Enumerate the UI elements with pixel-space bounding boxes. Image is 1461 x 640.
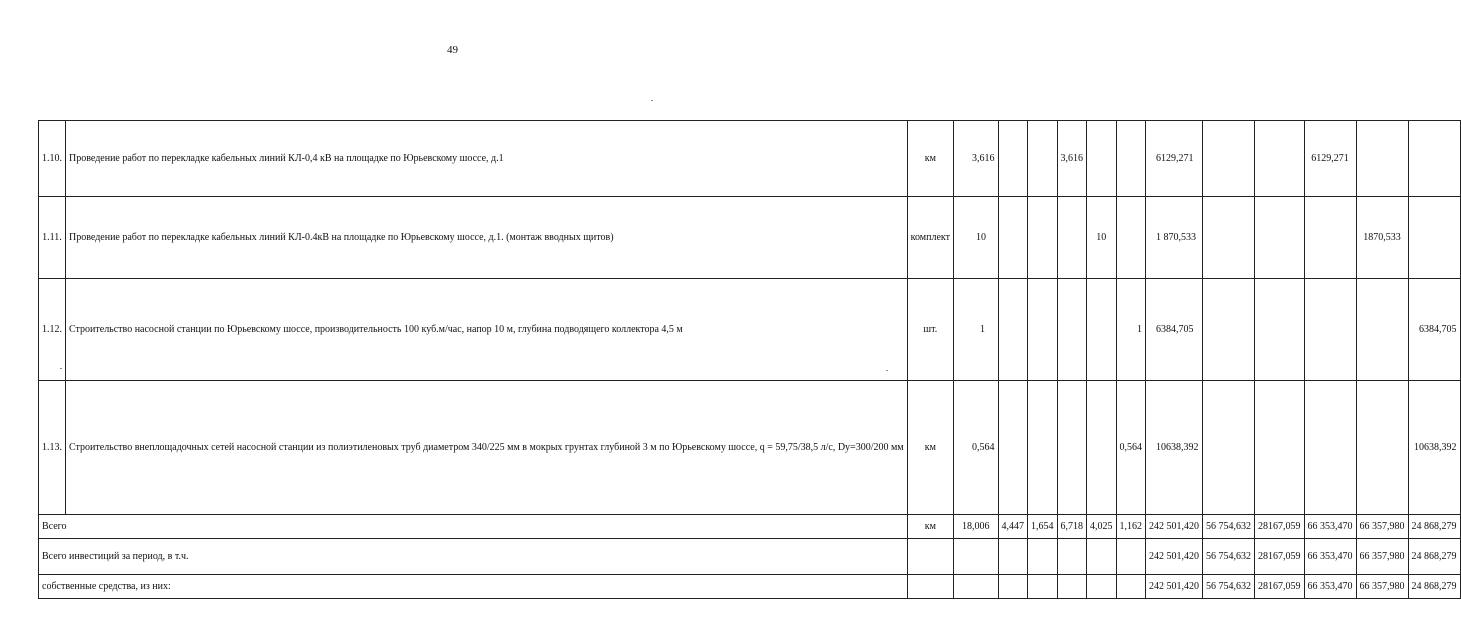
summary-unit	[907, 539, 953, 575]
table-row	[39, 381, 1461, 515]
summary-y3: 66 353,470	[1304, 515, 1356, 539]
summary-y4: 66 357,980	[1356, 515, 1408, 539]
row-q4: 10	[1087, 197, 1117, 279]
row-q2	[1028, 279, 1058, 381]
summary-q2	[1028, 539, 1058, 575]
row-y3	[1304, 381, 1356, 515]
summary-total: 242 501,420	[1146, 539, 1203, 575]
row-number: 1.13.	[39, 381, 66, 515]
summary-q5: 1,162	[1116, 515, 1146, 539]
summary-y4: 66 357,980	[1356, 539, 1408, 575]
row-quantity: 0,564	[954, 381, 999, 515]
summary-q1	[998, 539, 1028, 575]
row-q3: 3,616	[1057, 121, 1087, 197]
summary-q3	[1057, 575, 1087, 599]
summary-q1: 4,447	[998, 515, 1028, 539]
row-total: 10638,392	[1146, 381, 1203, 515]
row-unit: шт.	[907, 279, 953, 381]
summary-q2	[1028, 575, 1058, 599]
summary-y2: 28167,059	[1255, 515, 1305, 539]
row-number: 1.10.	[39, 121, 66, 197]
summary-label: собственные средства, из них:	[39, 575, 908, 599]
table-row	[39, 279, 1461, 381]
row-q5	[1116, 121, 1146, 197]
row-total: 1 870,533	[1146, 197, 1203, 279]
row-y3: 6129,271	[1304, 121, 1356, 197]
summary-q4: 4,025	[1087, 515, 1117, 539]
row-q4	[1087, 381, 1117, 515]
summary-row-total	[39, 515, 1461, 539]
investment-table	[38, 120, 1461, 599]
row-number: 1.12.	[39, 279, 66, 381]
row-y1	[1203, 197, 1255, 279]
row-unit: км	[907, 121, 953, 197]
row-y3	[1304, 279, 1356, 381]
summary-label: Всего	[39, 515, 908, 539]
summary-q1	[998, 575, 1028, 599]
summary-y5: 24 868,279	[1408, 575, 1460, 599]
row-description: Строительство внеплощадочных сетей насосной станции из полиэтиленовых труб диаметром 340/225 мм в мокрых грунтах глубиной 3 м по Юрьевскому шоссе, q = 59,75/38,5 л/с, Dy=300/200 мм	[66, 381, 908, 515]
row-q4	[1087, 121, 1117, 197]
summary-q4	[1087, 539, 1117, 575]
row-number: 1.11.	[39, 197, 66, 279]
row-y5: 10638,392	[1408, 381, 1460, 515]
row-y4	[1356, 121, 1408, 197]
row-y2	[1255, 197, 1305, 279]
row-unit: комплект	[907, 197, 953, 279]
summary-row-investments	[39, 539, 1461, 575]
row-y3	[1304, 197, 1356, 279]
row-q2	[1028, 197, 1058, 279]
summary-unit: км	[907, 515, 953, 539]
row-y2	[1255, 121, 1305, 197]
row-description: Строительство насосной станции по Юрьевскому шоссе, производительность 100 куб.м/час, напор 10 м, глубина подводящего коллектора 4,5 м	[66, 279, 908, 381]
table-row	[39, 121, 1461, 197]
summary-quantity	[954, 539, 999, 575]
row-q1	[998, 121, 1028, 197]
row-q3	[1057, 381, 1087, 515]
summary-y5: 24 868,279	[1408, 539, 1460, 575]
summary-y5: 24 868,279	[1408, 515, 1460, 539]
summary-quantity	[954, 575, 999, 599]
row-q1	[998, 197, 1028, 279]
row-y5	[1408, 197, 1460, 279]
summary-y3: 66 353,470	[1304, 539, 1356, 575]
summary-y4: 66 357,980	[1356, 575, 1408, 599]
summary-y1: 56 754,632	[1203, 575, 1255, 599]
summary-q3	[1057, 539, 1087, 575]
row-y2	[1255, 381, 1305, 515]
row-y1	[1203, 381, 1255, 515]
row-q1	[998, 381, 1028, 515]
summary-q2: 1,654	[1028, 515, 1058, 539]
page-number: 49	[447, 44, 458, 56]
summary-quantity: 18,006	[954, 515, 999, 539]
summary-row-own-funds	[39, 575, 1461, 599]
row-q2	[1028, 381, 1058, 515]
table-row	[39, 197, 1461, 279]
row-unit: км	[907, 381, 953, 515]
row-q4	[1087, 279, 1117, 381]
summary-unit	[907, 575, 953, 599]
summary-total: 242 501,420	[1146, 515, 1203, 539]
row-q5: 0,564	[1116, 381, 1146, 515]
row-quantity: 1	[954, 279, 999, 381]
summary-y2: 28167,059	[1255, 539, 1305, 575]
summary-y3: 66 353,470	[1304, 575, 1356, 599]
row-q3	[1057, 279, 1087, 381]
row-description: Проведение работ по перекладке кабельных линий КЛ-0,4 кВ на площадке по Юрьевскому шоссе, д.1	[66, 121, 908, 197]
row-description: Проведение работ по перекладке кабельных линий КЛ-0.4кВ на площадке по Юрьевскому шоссе, д.1. (монтаж вводных щитов)	[66, 197, 908, 279]
row-y4	[1356, 381, 1408, 515]
summary-y1: 56 754,632	[1203, 515, 1255, 539]
summary-total: 242 501,420	[1146, 575, 1203, 599]
summary-q5	[1116, 575, 1146, 599]
row-y5: 6384,705	[1408, 279, 1460, 381]
summary-q3: 6,718	[1057, 515, 1087, 539]
summary-label: Всего инвестиций за период, в т.ч.	[39, 539, 908, 575]
row-q2	[1028, 121, 1058, 197]
row-y4: 1870,533	[1356, 197, 1408, 279]
row-q1	[998, 279, 1028, 381]
row-total: 6384,705	[1146, 279, 1203, 381]
row-quantity: 3,616	[954, 121, 999, 197]
row-quantity: 10	[954, 197, 999, 279]
summary-y2: 28167,059	[1255, 575, 1305, 599]
row-y2	[1255, 279, 1305, 381]
row-q3	[1057, 197, 1087, 279]
row-y4	[1356, 279, 1408, 381]
summary-q4	[1087, 575, 1117, 599]
row-y5	[1408, 121, 1460, 197]
summary-y1: 56 754,632	[1203, 539, 1255, 575]
row-y1	[1203, 279, 1255, 381]
row-q5: 1	[1116, 279, 1146, 381]
scan-speck	[651, 100, 653, 101]
summary-q5	[1116, 539, 1146, 575]
row-total: 6129,271	[1146, 121, 1203, 197]
row-q5	[1116, 197, 1146, 279]
row-y1	[1203, 121, 1255, 197]
